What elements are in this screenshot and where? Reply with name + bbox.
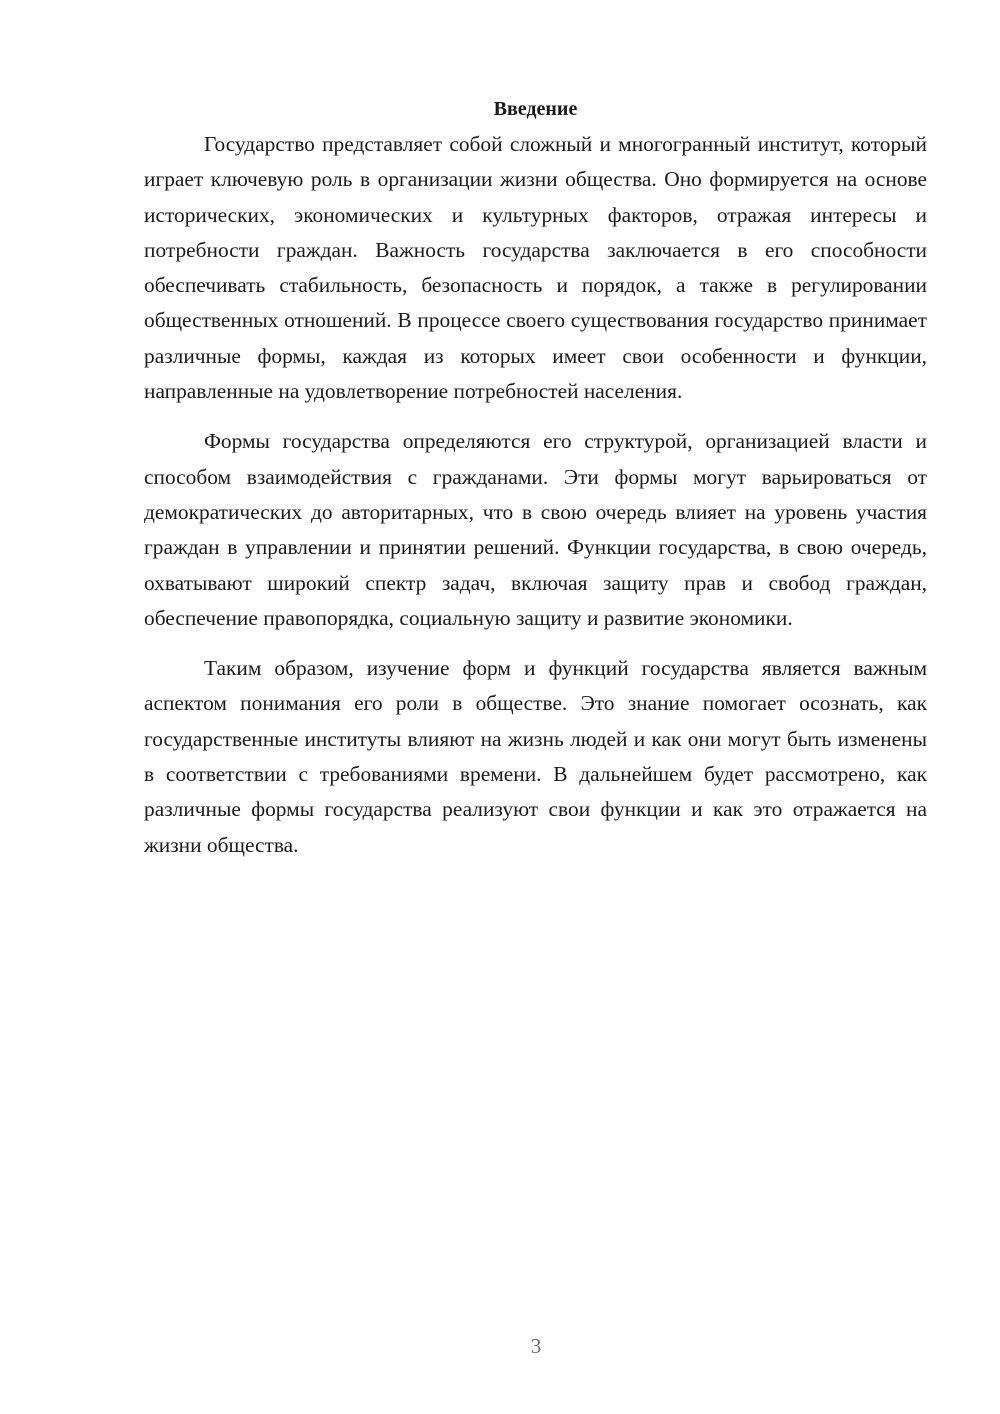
- paragraph-1: Государство представляет собой сложный и многогранный институт, который играет ключевую роль в организации жизни общества. Оно формируется на основе исторических, экономических и культурных факторов, отражая интересы и потребности граждан. Важность государства заключается в его способности обеспечивать стабильность, безопасность и порядок, а также в регулировании общественных отношений. В процессе своего существования государство принимает различные формы, каждая из которых имеет свои особенности и функции, направленные на удовлетворение потребностей населения.: [144, 132, 927, 404]
- section-heading: Введение: [493, 98, 578, 120]
- page-content: [144, 92, 927, 878]
- page-number: 3: [530, 1334, 542, 1358]
- paragraph-2: Формы государства определяются его структурой, организацией власти и способом взаимодействия с гражданами. Эти формы могут варьироваться от демократических до авторитарных, что в свою очередь влияет на уровень участия граждан в управлении и принятии решений. Функции государства, в свою очередь, охватывают широкий спектр задач, включая защиту прав и свобод граждан, обеспечение правопорядка, социальную защиту и развитие экономики.: [144, 429, 927, 630]
- paragraph-3: Таким образом, изучение форм и функций государства является важным аспектом понимания его роли в обществе. Это знание помогает осознать, как государственные институты влияют на жизнь людей и как они могут быть изменены в соответствии с требованиями времени. В дальнейшем будет рассмотрено, как различные формы государства реализуют свои функции и как это отражается на жизни общества.: [144, 656, 927, 857]
